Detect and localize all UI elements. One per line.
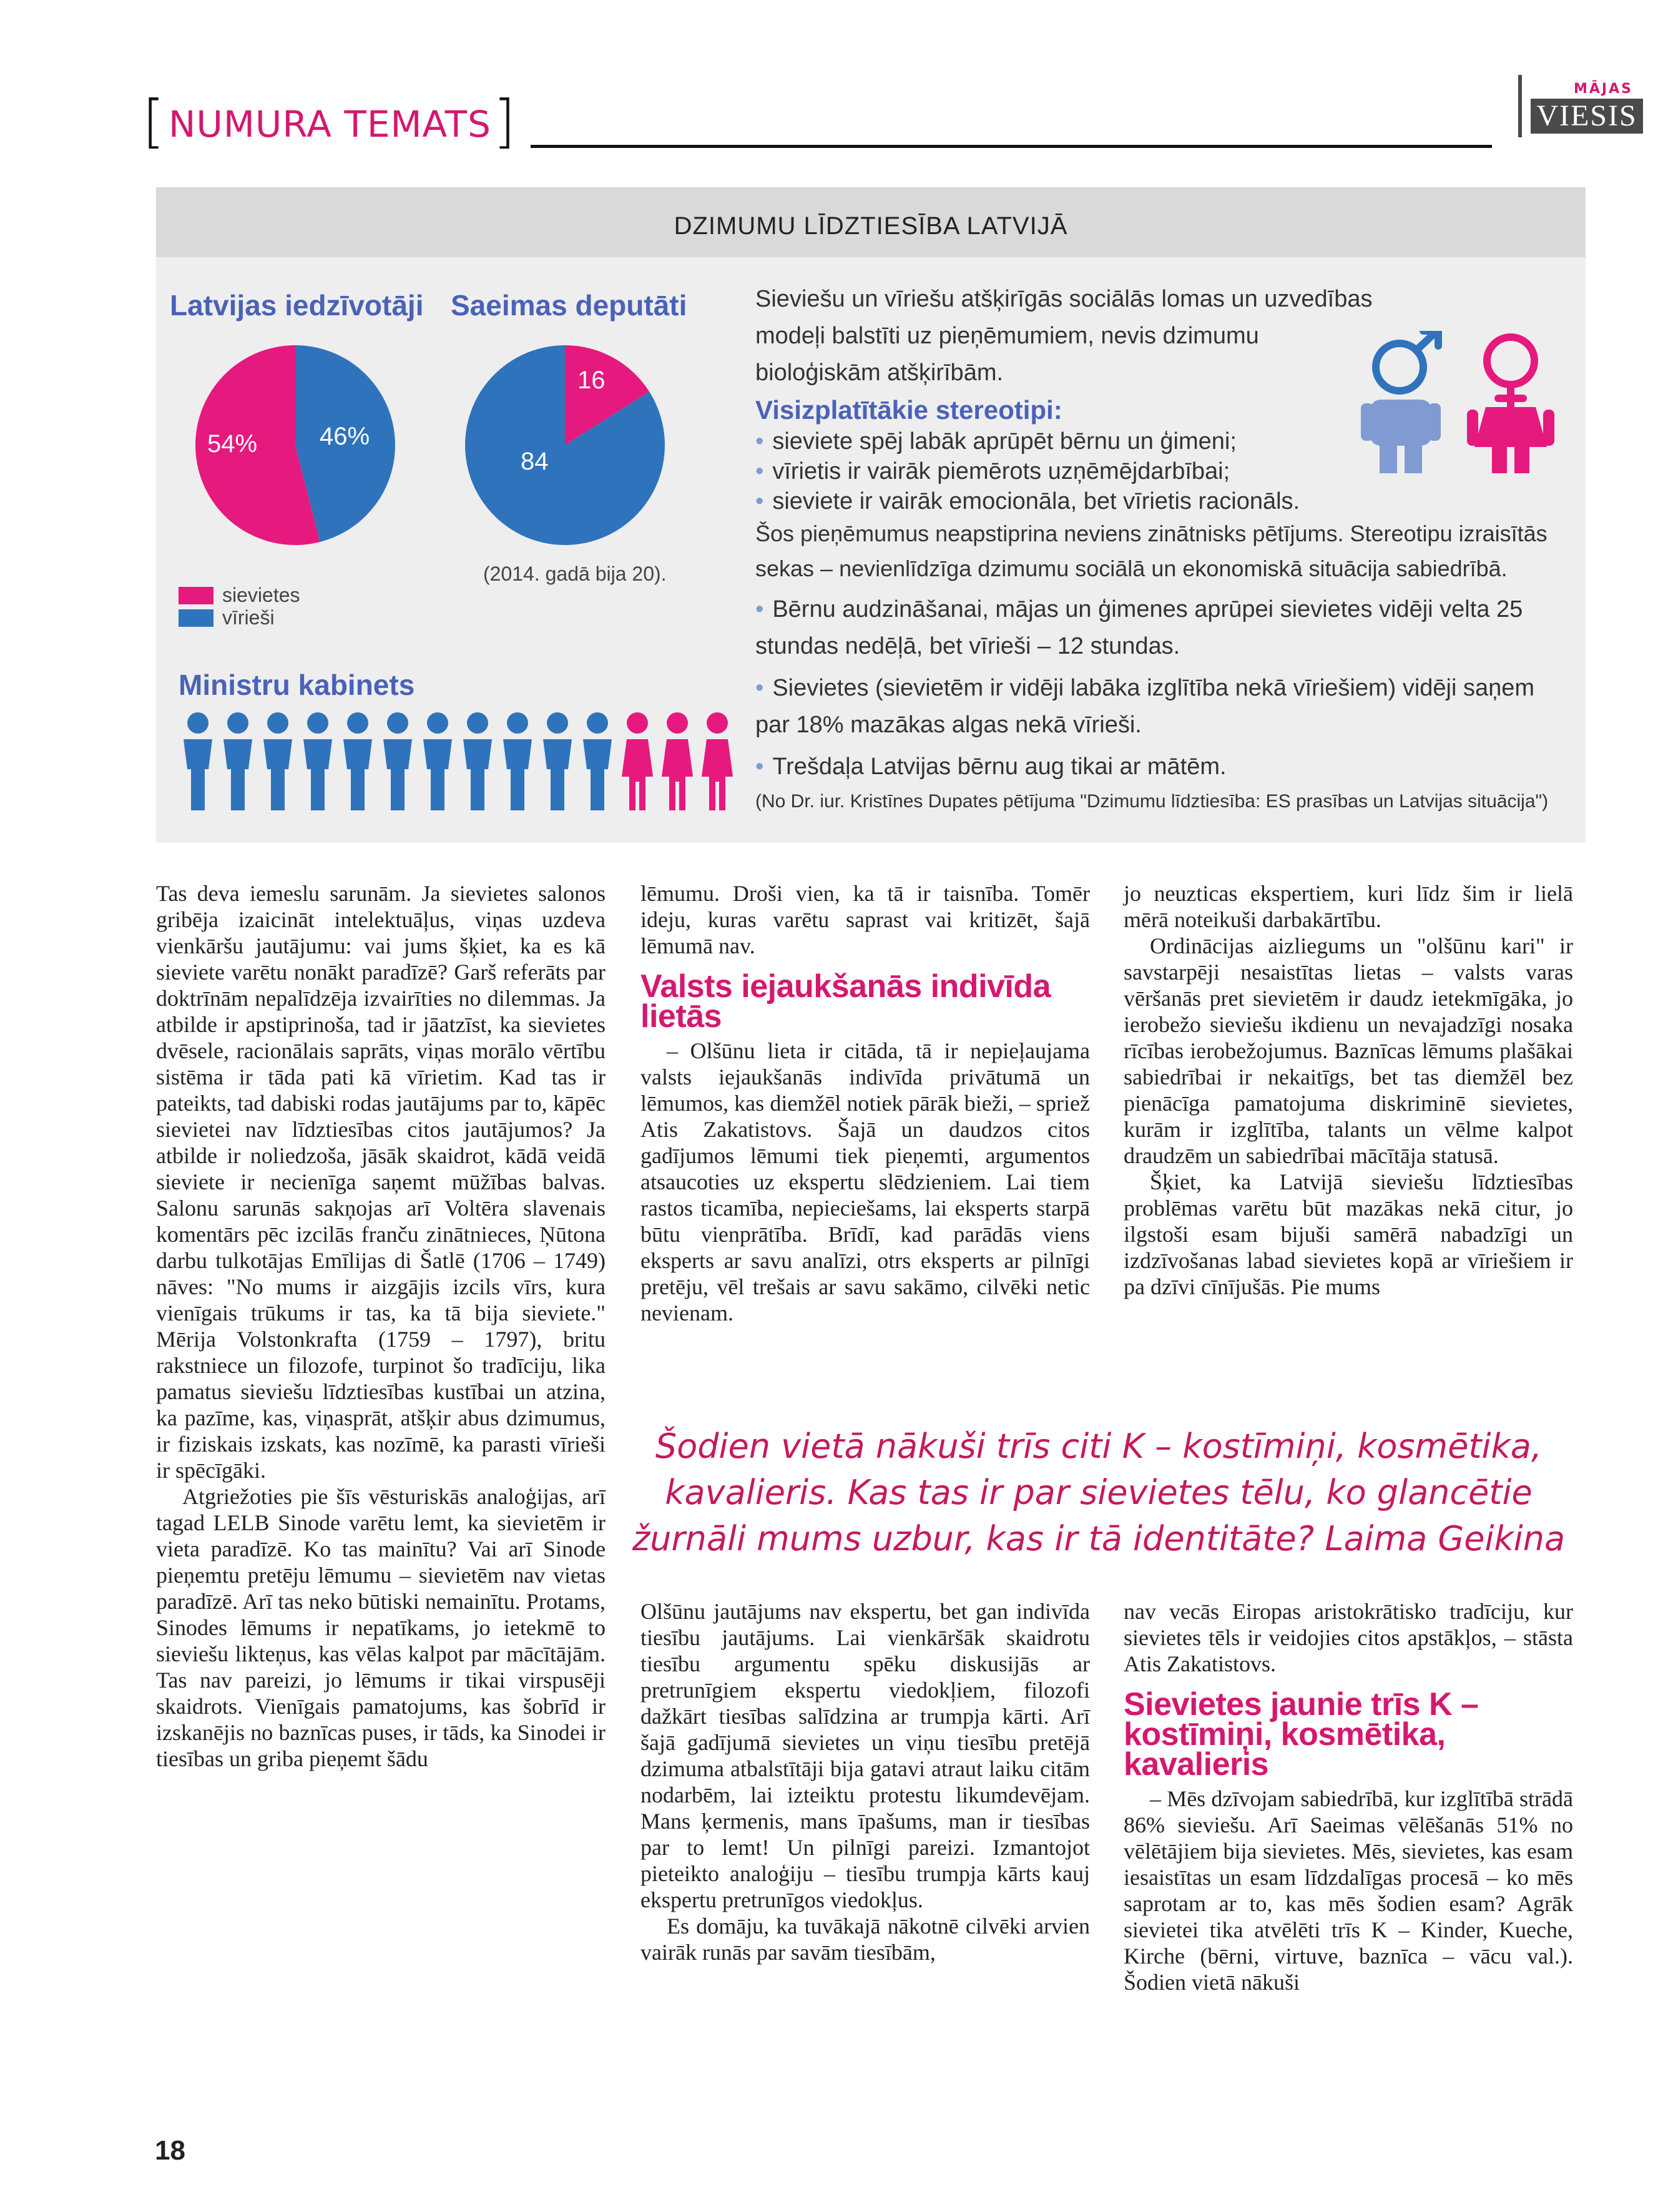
infographic-heading: DZIMUMU LĪDZTIESĪBA LATVIJĀ <box>156 187 1586 257</box>
cabinet-man-icon <box>501 712 534 812</box>
header-bracket-close: ] <box>493 88 516 155</box>
fact-item: • Trešdaļa Latvijas bērnu aug tikai ar mātēm. <box>755 749 1573 785</box>
cabinet-man-icon <box>461 712 494 812</box>
article-paragraph: lēmumu. Droši vien, ka tā ir taisnība. Tomēr ideju, kuras varētu saprast vai kritizēt, šajā lēmumā nav. <box>640 881 1090 958</box>
legend-label-women: sievietes <box>222 584 300 606</box>
article-paragraph: Atgriežoties pie šīs vēsturiskās analoģijas, arī tagad LELB Sinode varētu lemt, ka sievietēm ir vieta paradīzē. Ko tas mainītu? Vai arī Sinode pieņemtu pretēju lēmumu – sievietēm nav vietas paradīzē. Arī tas neko būtiski nemainītu. Protams, Sinodes lēmums ir nepatīkams, jo ietekmē to sieviešu likteņus, kas vēlas kalpot par mācītājām. Tas nav pareizi, jo lēmums ir tikai virspusēji skaidrots. Vienīgais pamatojums, kas šobrīd ir izskanējis no baznīcas puses, ir tāds, ka Sinodei ir tiesības un griba pieņemt šādu <box>156 1484 606 1771</box>
page-number: 18 <box>155 2135 185 2166</box>
cabinet-title: Ministru kabinets <box>179 669 415 701</box>
cabinet-woman-icon <box>700 712 734 812</box>
saeima-women-label: 16 <box>577 366 606 394</box>
cabinet-man-icon <box>381 712 414 812</box>
infographic-box <box>156 187 1586 843</box>
article-paragraph: – Olšūnu lieta ir citāda, tā ir nepieļaujama valsts iejaukšanās indivīda privātumā un lēmumos, kas diemžēl notiek pārāk bieži, – spriež Atis Zakatistovs. Šajā un daudzos citos gadījumos lēmumi tiek pieņemti, argumentos atsaucoties uz ekspertu slēdzieniem. Lai tiem rastos ticamība, nepieciešams, lai eksperts starpā būtu vienprātība. Brīdī, kad parādās viens eksperts ar savu analīzi, otrs eksperts ar pilnīgi pretēju, vēl trešais ar savu sakāmo, cilvēki netic nevienam. <box>640 1038 1090 1325</box>
cabinet-man-icon <box>581 712 614 812</box>
article-paragraph: nav vecās Eiropas aristokrātisko tradīciju, kur sievietes tēls ir veidojies citos apstākļos, – stāsta Atis Zakatistovs. <box>1124 1599 1573 1676</box>
magazine-logo <box>1518 75 1643 137</box>
article-paragraph: Tas deva iemeslu sarunām. Ja sievietes salonos gribēja izaicināt intelektuāļus, viņas uzdeva vienkāršu jautājumu: vai jums šķiet, ka es kā sieviete varētu nonākt paradīzē? Garš referāts par doktrīnām nepalīdzēja izvairīties no dilemmas. Ja atbilde ir apstiprinoša, tad ir jāatzīst, ka sievietes dvēsele, racionālais saprāts, viņas morālo vērtību sistēma ir tāda pati kā vīrietim. Kad tas ir pateikts, tad dabiski rodas jautājums par to, kāpēc sievietei nav līdztiesības citos jautājumos? Ja atbilde ir noliedzoša, jāsāk skaidrot, kādā veidā sieviete ir necienīga saņemt mūžības balvas. Salonu sarunās sakņojas arī Voltēra slavenais komentārs pēc izcilās franču zinātnieces, Ņūtona darbu tulkotājas Emīlijas di Šatlē (1706 – 1749) nāves: "No mums ir aizgājis izcils vīrs, kura vienīgais trūkums ir tas, ka tā bija sieviete." Mērija Volstonkrafta (1759 – 1797), britu rakstniece un filozofe, turpinot šo tradīciju, lika pamatus sieviešu līdztiesības kustībai un atzina, ka pazīme, kas, viņasprāt, atšķir abus dzimumus, ir fiziskais izskats, kas nozīmē, ka parasti vīrieši ir spēcīgāki. <box>156 881 606 1483</box>
article-paragraph: Olšūnu jautājums nav ekspertu, bet gan indivīda tiesību jautājums. Lai vienkāršāk skaidrotu tiesību argumentu spēku diskusijās ar pretrunīgiem ekspertu viedokļiem, filozofi dažkārt tiesības salīdzina ar trumpja kārti. Arī šajā gadījumā sievietes un viņu tiesību pretējā dzimuma atbalstītāji bija gatavi atraut laiku citām nodarbēm, lai izteiktu protestu likumdevējam. Mans ķermenis, mans īpašums, man ir tiesības par to lemt! Un pilnīgi pareizi. Izmantojot pieteikto analoģiju – tiesību trumpja kārts kauj ekspertu pretrunīgos viedokļus. <box>640 1599 1090 1912</box>
article-paragraph: jo neuzticas ekspertiem, kuri līdz šim ir lielā mērā noteikuši darbakārtību. <box>1124 881 1573 932</box>
infographic-source: (No Dr. iur. Kristīnes Dupates pētījuma "Dzimumu līdztiesība: ES prasības un Latvijas situācija") <box>755 791 1549 812</box>
legend-label-men: vīrieši <box>222 606 275 629</box>
saeima-pie <box>462 342 668 548</box>
legend-swatch-women <box>179 587 213 604</box>
article-column-1 <box>156 880 606 1772</box>
logo-top-text: MĀJAS <box>1574 81 1633 97</box>
cabinet-woman-icon <box>620 712 654 812</box>
cabinet-man-icon <box>221 712 255 812</box>
stereotype-item: • sieviete spēj labāk aprūpēt bērnu un ģimeni; <box>755 426 1573 456</box>
fact-item: • Bērnu audzināšanai, mājas un ģimenes aprūpei sievietes vidēji velta 25 stundas nedēļā, bet vīrieši – 12 stundas. <box>755 591 1573 665</box>
header-bracket-open: [ <box>142 88 165 155</box>
legend-swatch-men <box>179 609 213 627</box>
cabinet-man-icon <box>261 712 295 812</box>
article-paragraph: – Mēs dzīvojam sabiedrībā, kur izglītībā strādā 86% sieviešu. Arī Saeimas vēlēšanās 51% no vēlētājiem bija sievietes. Mēs, sievietes, kas esam iesaistītas un esam līdzdalīgas procesā – ko mēs saprotam ar to, kas mēs šodien esam? Agrāk sievietei tika atvēlēti trīs K – Kinder, Kueche, Kirche (bērni, virtuve, baznīca – vācu val.). Šodien vietā nākuši <box>1124 1786 1573 1995</box>
cabinet-man-icon <box>541 712 574 812</box>
subheading-state-interference: Valsts iejaukšanās indivīda lietās <box>640 968 1051 1035</box>
stereotype-item: • vīrietis ir vairāk piemērots uzņēmējdarbībai; <box>755 456 1573 486</box>
cabinet-woman-icon <box>660 712 694 812</box>
section-title: NUMURA TEMATS <box>169 103 491 145</box>
header-rule <box>531 145 1492 148</box>
population-men-label: 46% <box>320 423 370 450</box>
cabinet-man-icon <box>301 712 335 812</box>
population-women-label: 54% <box>207 430 258 458</box>
article-column-2-top <box>640 880 1090 1326</box>
cabinet-man-icon <box>341 712 375 812</box>
saeima-title: Saeimas deputāti <box>451 289 687 322</box>
stereotypes-note: Šos pieņēmumus neapstiprina neviens zinātnisks pētījums. Stereotipu izraisītās sekas – nevienlīdzīga dzimumu sociālā un ekonomiskā situācija sabiedrībā. <box>755 521 1548 581</box>
subheading-three-k: Sievietes jaunie trīs K – kostīmiņi, kosmētika, kavalieris <box>1124 1686 1479 1782</box>
article-paragraph: Es domāju, ka tuvākajā nākotnē cilvēki arvien vairāk runās par savām tiesībām, <box>640 1914 1090 1965</box>
article-paragraph: Šķiet, ka Latvijā sieviešu līdztiesības problēmas varētu būt mazākas nekā citur, jo ilgstoši esam bijuši samērā nabadzīgi un izdzīvošanas labad sievietes kopā ar vīriešiem ir pa dzīvi cīnījušās. Pie mums <box>1124 1169 1573 1299</box>
logo-main-text: VIESIS <box>1531 99 1643 134</box>
population-title: Latvijas iedzīvotāji <box>170 289 424 322</box>
cabinet-man-icon <box>181 712 215 812</box>
saeima-men-label: 84 <box>521 448 549 475</box>
infographic-text <box>755 281 1573 814</box>
pull-quote: Šodien vietā nākuši trīs citi K – kostīmiņi, kosmētika, kavalieris. Kas tas ir par sievietes tēlu, ko glancētie žurnāli mums uzbur, kas ir tā identitāte? Laima Geikina <box>632 1427 1566 1558</box>
article-paragraph: Ordinācijas aizliegums un "olšūnu kari" ir savstarpēji nesaistītas lietas – valsts varas vēršanās pret sievietēm ir daudz ietekmīgāka, jo ierobežo sieviešu ikdienu un nevajadzīgi nosaka rīcības ierobežojumus. Baznīcas lēmums plašākai sabiedrībai ir nekaitīgs, bet tas diemžēl bez pienācīga pamatojuma diskriminē sievietes, kurām ir izglītība, talants un vēlme kalpot draudzēm un sabiedrībai mācītāja statusā. <box>1124 933 1573 1168</box>
stereotype-item: • sieviete ir vairāk emocionāla, bet vīrietis racionāls. <box>755 486 1573 516</box>
infographic-intro: Sieviešu un vīriešu atšķirīgās sociālās lomas un uzvedības modeļi balstīti uz pieņēmumiem, nevis dzimumu bioloģiskām atšķirībām. <box>755 286 1373 386</box>
cabinet-man-icon <box>421 712 454 812</box>
stereotypes-title: Visizplatītākie stereotipi: <box>755 395 1062 425</box>
article-column-3-bottom <box>1124 1598 1573 1995</box>
cabinet-people-row <box>181 712 743 824</box>
article-column-3-top <box>1124 880 1573 1300</box>
article-column-2-bottom <box>640 1598 1090 1965</box>
saeima-note: (2014. gadā bija 20). <box>483 563 667 585</box>
fact-item: • Sievietes (sievietēm ir vidēji labāka izglītība nekā vīriešiem) vidēji saņem par 18% mazākas algas nekā vīrieši. <box>755 670 1573 744</box>
logo-bar <box>1518 75 1522 137</box>
